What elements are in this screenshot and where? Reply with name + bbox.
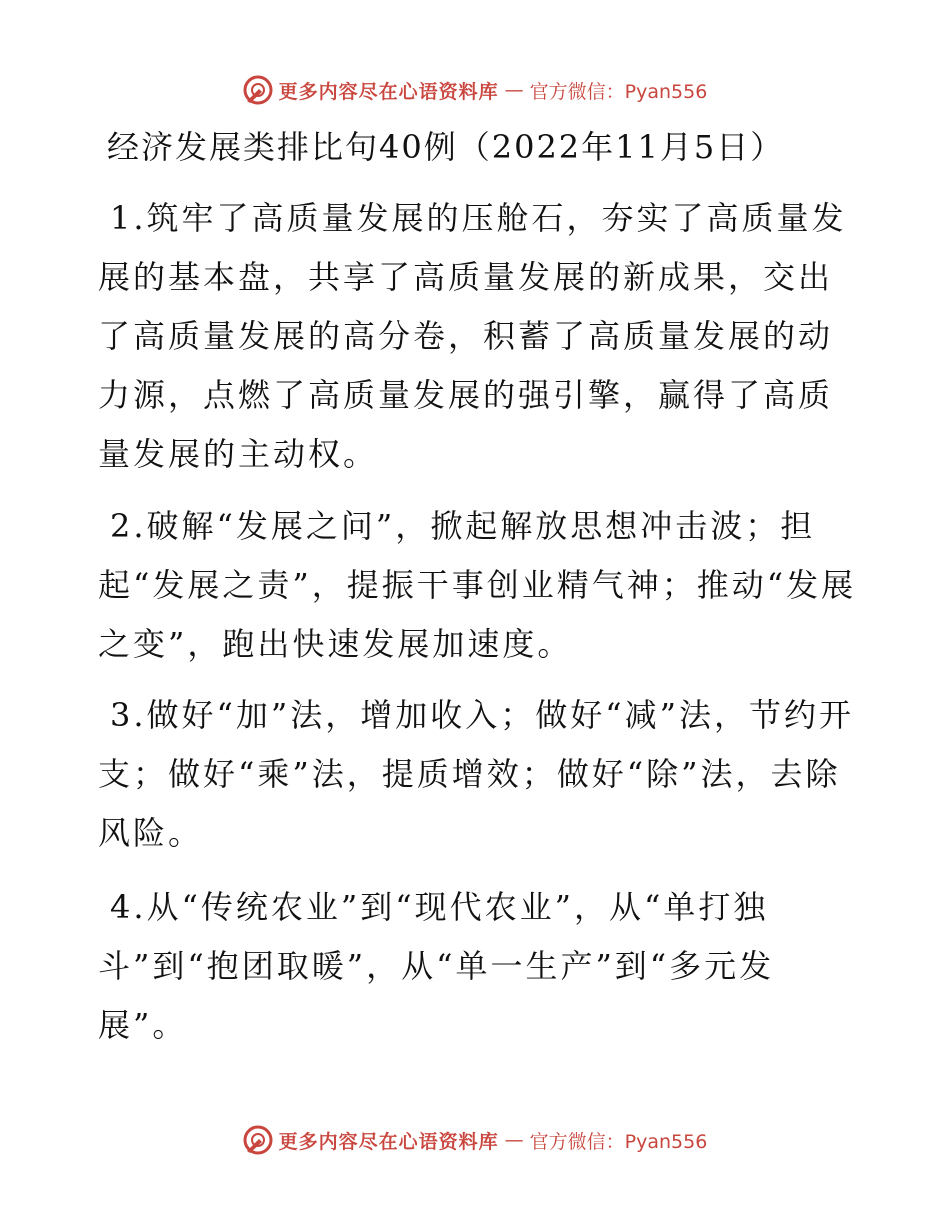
header-watermark <box>0 70 950 110</box>
paragraph-4: 4.从“传统农业”到“现代农业”，从“单打独斗”到“抱团取暖”，从“单一生产”到“多元发展”。 <box>98 888 775 1044</box>
paragraph-2: 2.破解“发展之问”，掀起解放思想冲击波；担起“发展之责”，提振干事创业精气神；推动“发展之变”，跑出快速发展加速度。 <box>98 507 857 663</box>
watermark-dash: — <box>504 1129 524 1151</box>
paragraph-1: 1.筑牢了高质量发展的压舱石，夯实了高质量发展的基本盘，共享了高质量发展的新成果，交出了高质量发展的高分卷，积蓄了高质量发展的动力源，点燃了高质量发展的强引擎，赢得了高质量发展的主动权。 <box>98 199 847 473</box>
footer-watermark <box>0 1120 950 1160</box>
pen-logo-icon <box>243 75 273 105</box>
watermark-text: 更多内容尽在心语资料库 <box>278 1130 499 1153</box>
watermark-dash: — <box>504 79 524 101</box>
pen-logo-icon <box>243 1125 273 1155</box>
watermark-text: 更多内容尽在心语资料库 <box>278 80 499 103</box>
watermark-contact: 官方微信：Pyan556 <box>529 80 708 103</box>
document-title: 经济发展类排比句40例（2022年11月5日） <box>107 128 785 166</box>
watermark-contact: 官方微信：Pyan556 <box>529 1130 708 1153</box>
paragraph-3: 3.做好“加”法，增加收入；做好“减”法，节约开支；做好“乘”法，提质增效；做好“除”法，去除风险。 <box>98 696 854 852</box>
